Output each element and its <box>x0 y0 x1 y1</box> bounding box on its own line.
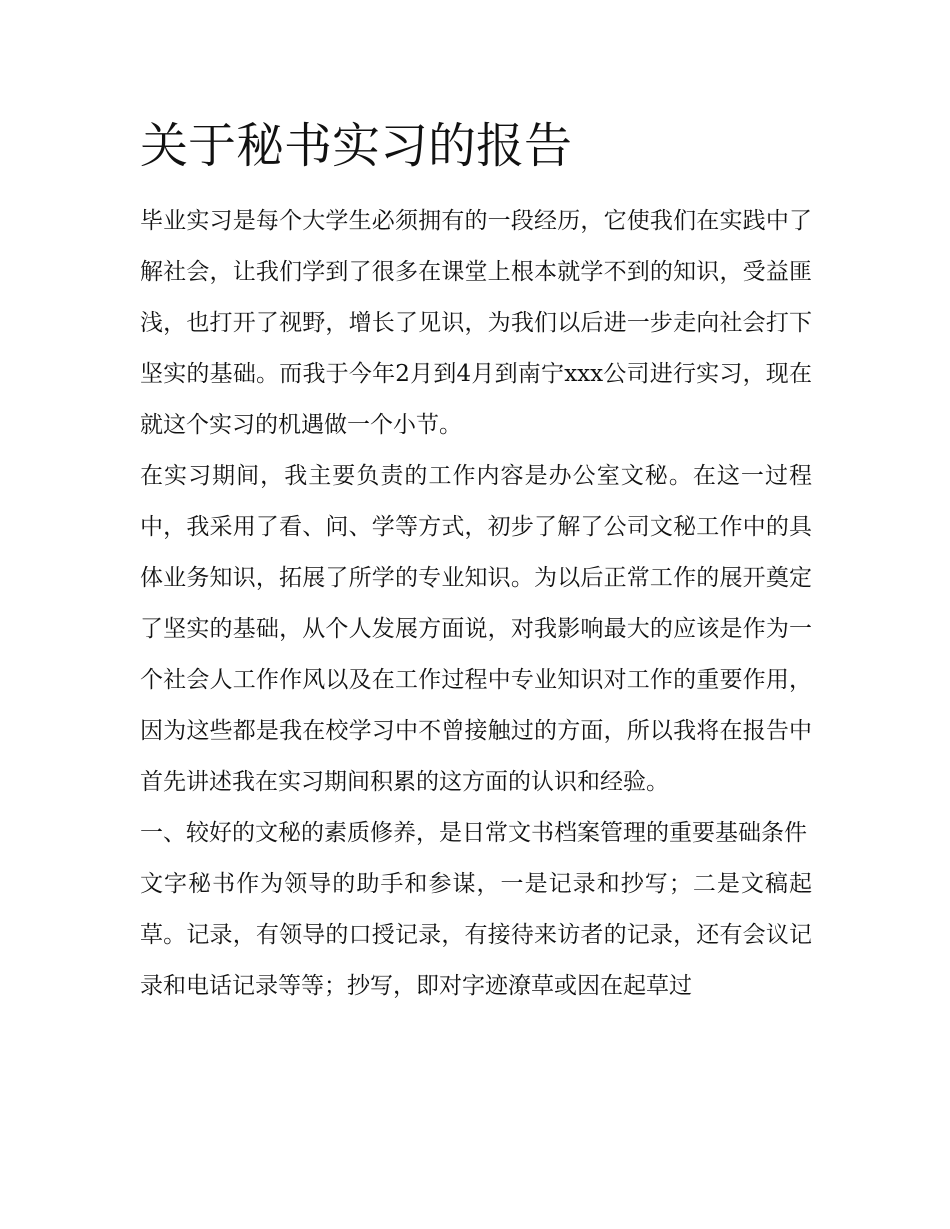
paragraph-secretary-role: 文字秘书作为领导的助手和参谋，一是记录和抄写；二是文稿起草。记录，有领导的口授记录，有接待来访者的记录，还有会议记录和电话记录等等；抄写，即对字迹潦草或因在起草过 <box>140 871 812 999</box>
document-body <box>140 196 812 1012</box>
document-title: 关于秘书实习的报告 <box>140 118 573 174</box>
paragraph-intro: 毕业实习是每个大学生必须拥有的一段经历，它使我们在实践中了解社会，让我们学到了很多在课堂上根本就学不到的知识，受益匪浅，也打开了视野，增长了见识，为我们以后进一步走向社会打下坚实的基础。而我于今年2月到4月到南宁xxx公司进行实习，现在就这个实习的机遇做一个小节。 <box>140 208 812 438</box>
paragraph-duties: 在实习期间，我主要负责的工作内容是办公室文秘。在这一过程中，我采用了看、问、学等方式，初步了解了公司文秘工作中的具体业务知识，拓展了所学的专业知识。为以后正常工作的展开奠定了坚实的基础，从个人发展方面说，对我影响最大的应该是作为一个社会人工作作风以及在工作过程中专业知识对工作的重要作用，因为这些都是我在校学习中不曾接触过的方面，所以我将在报告中首先讲述我在实习期间积累的这方面的认识和经验。 <box>140 463 812 795</box>
section-heading-1: 一、较好的文秘的素质修养，是日常文书档案管理的重要基础条件 <box>140 820 807 846</box>
